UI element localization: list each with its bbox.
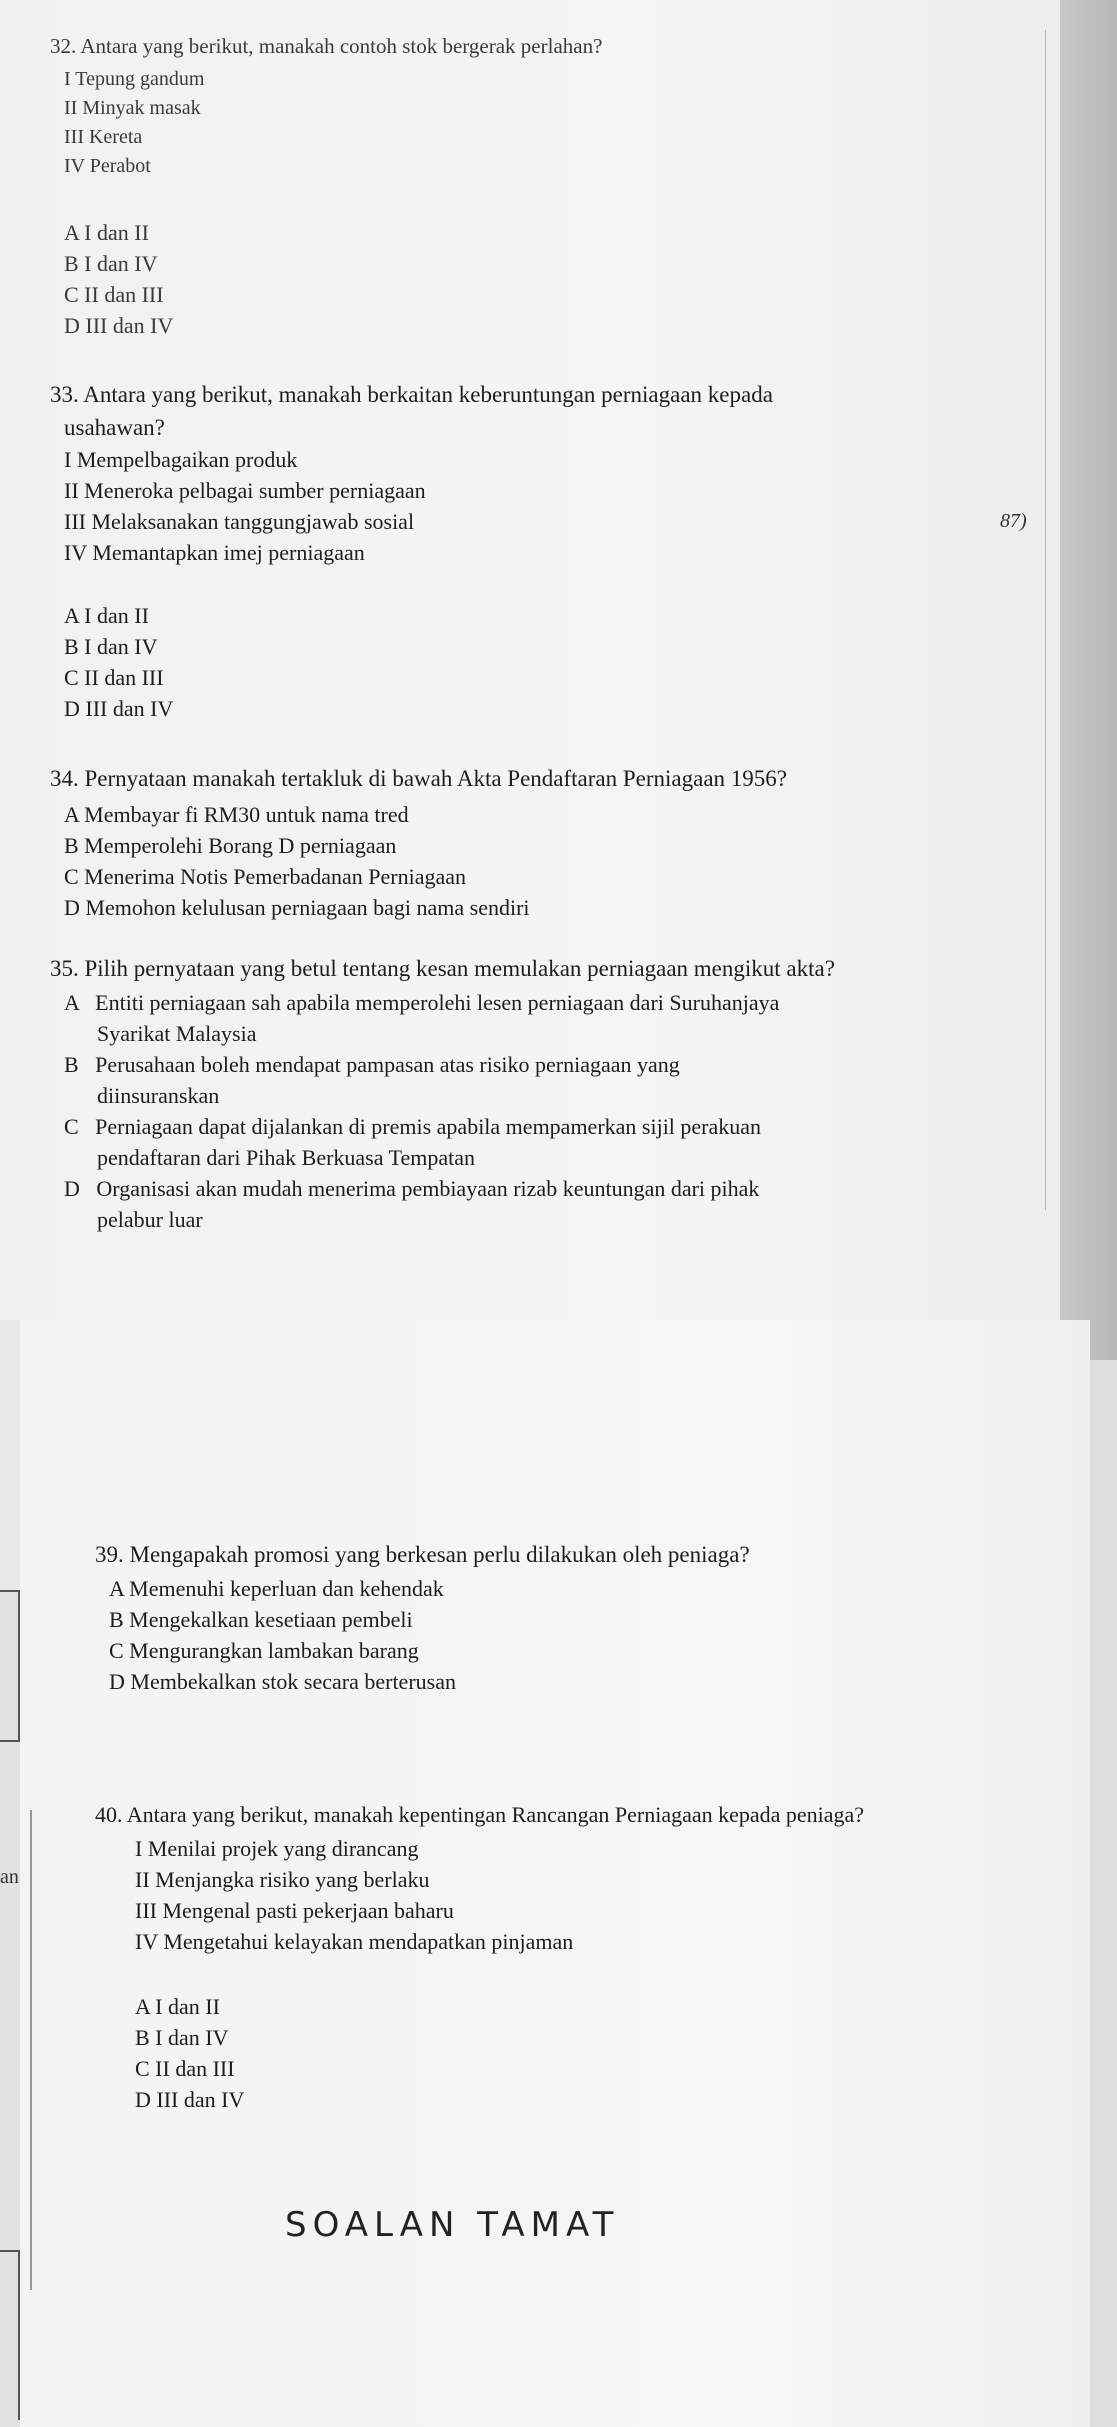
answer-option: B I dan IV [64, 251, 158, 276]
answer-option: C II dan III [135, 2056, 235, 2081]
list-item: II Menjangka risiko yang berlaku [135, 1867, 430, 1892]
list-item: II Meneroka pelbagai sumber perniagaan [64, 478, 426, 503]
question-stem: 34. Pernyataan manakah tertakluk di bawah Akta Pendaftaran Perniagaan 1956? [50, 766, 788, 791]
question-stem: usahawan? [64, 415, 165, 440]
answer-option: B Memperolehi Borang D perniagaan [64, 833, 397, 858]
answer-line: diinsuranskan [64, 1083, 220, 1108]
answer-option: C Menerima Notis Pemerbadanan Perniagaan [64, 864, 466, 889]
margin-line [30, 1810, 32, 2290]
list-item: III Mengenal pasti pekerjaan baharu [135, 1898, 454, 1923]
list-item: I Menilai projek yang dirancang [135, 1836, 419, 1861]
question-stem: 40. Antara yang berikut, manakah kepentingan Rancangan Perniagaan kepada peniaga? [95, 1802, 865, 1827]
answer-option: D III dan IV [64, 313, 174, 338]
list-item: III Melaksanakan tanggungjawab sosial [64, 509, 415, 534]
margin-tick [0, 1590, 18, 1592]
answer-option: D III dan IV [64, 696, 174, 721]
list-item: IV Perabot [64, 155, 151, 177]
answer-line: Syarikat Malaysia [64, 1021, 257, 1046]
question-40 [95, 1798, 864, 2115]
answer-option: B I dan IV [64, 634, 158, 659]
question-32 [50, 30, 602, 341]
question-39 [95, 1538, 750, 1697]
margin-text: an [0, 1866, 19, 1888]
list-item: IV Mengetahui kelayakan mendapatkan pinjaman [135, 1929, 574, 1954]
answer-option: A I dan II [135, 1994, 220, 2019]
handwritten-mark: 87) [1000, 510, 1027, 532]
answer-option: A Membayar fi RM30 untuk nama tred [64, 802, 409, 827]
left-margin-strip [0, 1590, 20, 2427]
margin-line [18, 1590, 20, 1740]
handwritten-note: SOALAN TAMAT [285, 2205, 620, 2245]
answer-option: B I dan IV [135, 2025, 229, 2050]
answer-option: A I dan II [64, 603, 149, 628]
question-stem: 33. Antara yang berikut, manakah berkaitan keberuntungan perniagaan kepada [50, 382, 773, 407]
page-edge-lower [1090, 1360, 1117, 2427]
fold-line [1045, 30, 1046, 1210]
answer-line: pendaftaran dari Pihak Berkuasa Tempatan [64, 1145, 476, 1170]
question-33 [50, 378, 773, 724]
answer-option: A I dan II [64, 220, 149, 245]
answer-option: C II dan III [64, 282, 164, 307]
list-item: II Minyak masak [64, 97, 201, 119]
answer-line: B Perusahaan boleh mendapat pampasan atas risiko perniagaan yang [64, 1052, 680, 1077]
answer-line: pelabur luar [64, 1207, 203, 1232]
list-item: I Tepung gandum [64, 68, 205, 90]
question-stem: 35. Pilih pernyataan yang betul tentang kesan memulakan perniagaan mengikut akta? [50, 956, 835, 981]
answer-option: D Membekalkan stok secara berterusan [109, 1669, 456, 1694]
list-item: IV Memantapkan imej perniagaan [64, 540, 365, 565]
question-34 [50, 762, 787, 923]
answer-option: C Mengurangkan lambakan barang [109, 1638, 419, 1663]
page-edge-shadow [1060, 0, 1117, 1360]
margin-line [18, 2250, 20, 2420]
answer-option: A Memenuhi keperluan dan kehendak [109, 1576, 444, 1601]
answer-option: D Memohon kelulusan perniagaan bagi nama sendiri [64, 895, 530, 920]
answer-option: C II dan III [64, 665, 164, 690]
margin-tick [0, 2250, 20, 2252]
answer-option: D III dan IV [135, 2087, 245, 2112]
question-35 [50, 952, 835, 1235]
question-stem: 32. Antara yang berikut, manakah contoh stok bergerak perlahan? [50, 34, 603, 58]
list-item: III Kereta [64, 126, 143, 148]
list-item: I Mempelbagaikan produk [64, 447, 298, 472]
question-stem: 39. Mengapakah promosi yang berkesan perlu dilakukan oleh peniaga? [95, 1542, 750, 1567]
answer-line: C Perniagaan dapat dijalankan di premis apabila mempamerkan sijil perakuan [64, 1114, 762, 1139]
margin-tick [0, 1740, 20, 1742]
answer-line: A Entiti perniagaan sah apabila memperolehi lesen perniagaan dari Suruhanjaya [64, 990, 780, 1015]
answer-line: D Organisasi akan mudah menerima pembiayaan rizab keuntungan dari pihak [64, 1176, 760, 1201]
answer-option: B Mengekalkan kesetiaan pembeli [109, 1607, 413, 1632]
